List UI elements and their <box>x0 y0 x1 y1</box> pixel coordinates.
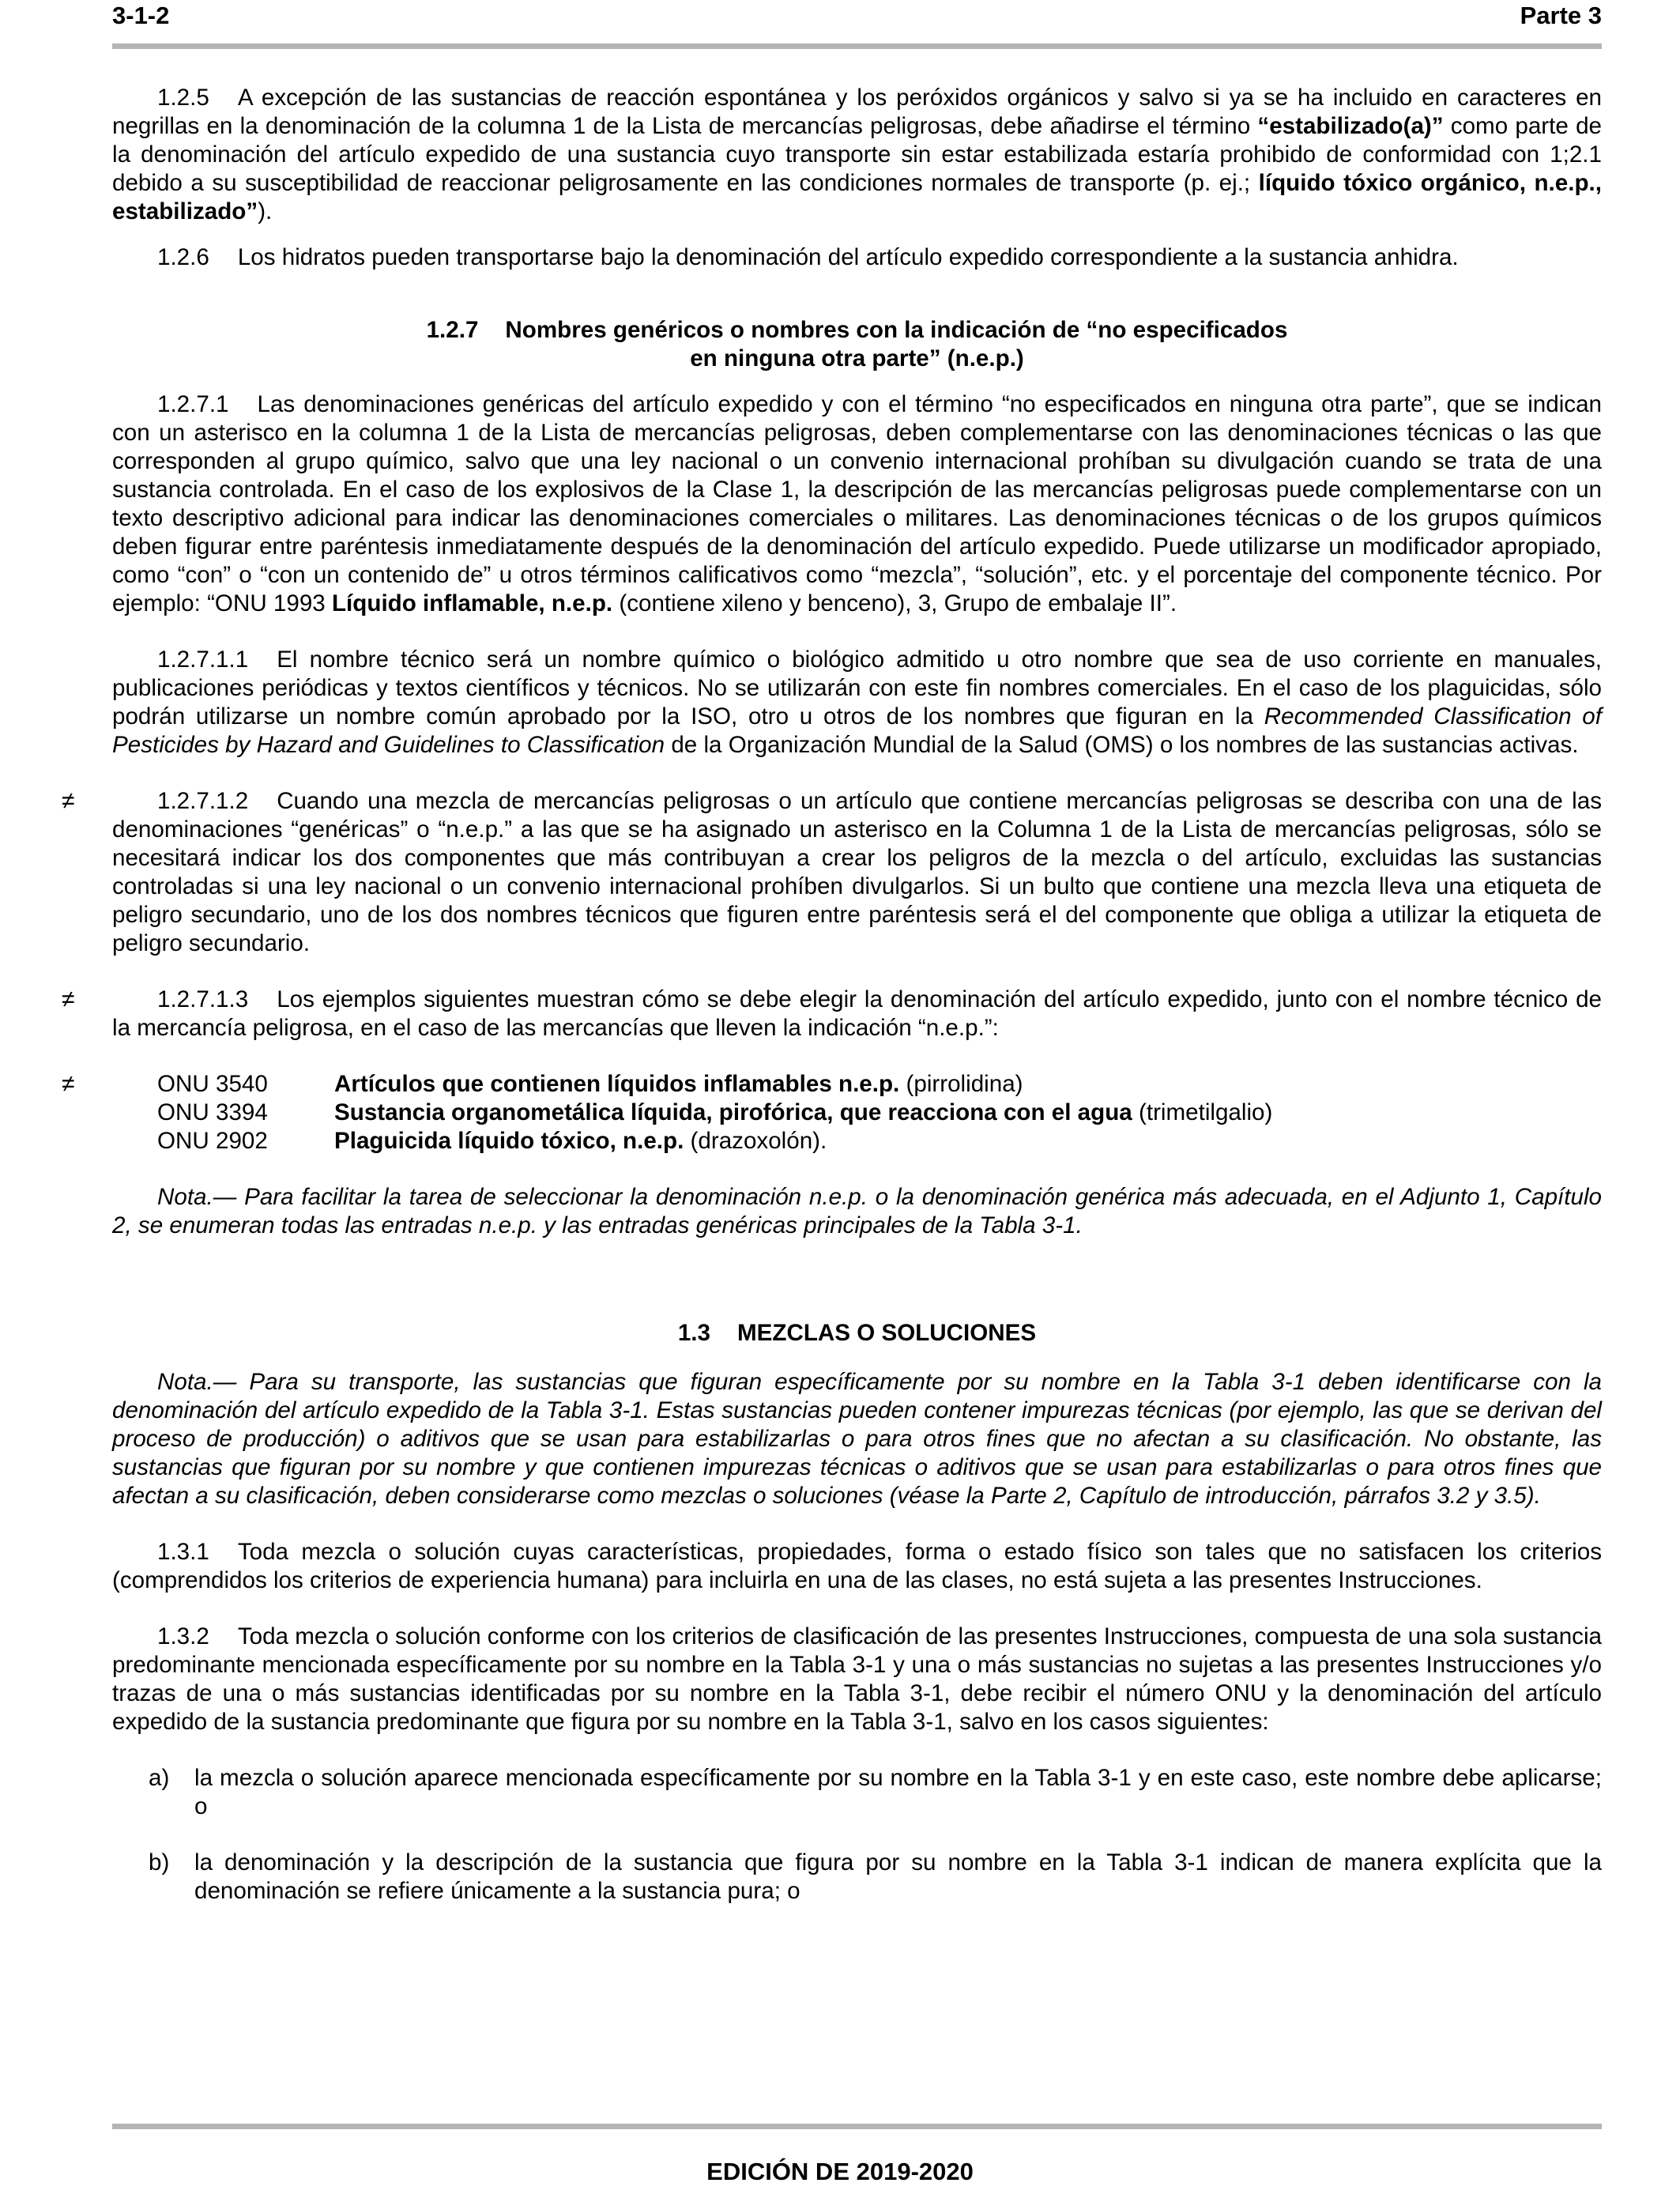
example-row: ONU 3540 Artículos que contienen líquidos inflamables n.e.p. (pirrolidina) <box>157 1071 1023 1097</box>
section-heading-1-3: 1.3 MEZCLAS O SOLUCIONES <box>677 1320 1037 1346</box>
paragraph-1-2-7-1-1: 1.2.7.1.1 El nombre técnico será un nombre químico o biológico admitido u otro nombre que sea de uso corriente en manuales, publicaciones periódicas y textos científicos y técnicos. No se utilizarán con este fin nombres comerciales. En el caso de los plaguicidas, sólo podrán utilizarse un nombre común aprobado por la ISO, otro u otros de los nombres que figuran en la Recommended Classification of Pesticides by Hazard and Guidelines to Classification de la Organización Mundial de la Salud (OMS) o los nombres de las sustancias activas. <box>112 647 1602 758</box>
change-mark-icon: ≠ <box>62 1071 75 1097</box>
footer-rule <box>112 2124 1602 2129</box>
paragraph-number: 1.2.5 <box>157 85 209 111</box>
edition-footer: EDICIÓN DE 2019-2020 <box>706 2158 974 2185</box>
note-lead: Nota.— <box>157 1184 237 1210</box>
list-item: b) la denominación y la descripción de la sustancia que figura por su nombre en la Tabla 3-1 indican de manera explícita que la denominación se refiere únicamente a la sustancia pura; o <box>149 1849 1602 1904</box>
change-mark-icon: ≠ <box>62 788 75 814</box>
document-body <box>62 84 1602 1906</box>
un-number: ONU 3540 <box>157 1071 268 1097</box>
un-number: ONU 2902 <box>157 1128 268 1154</box>
paragraph-number: 1.2.6 <box>157 244 209 270</box>
un-number: ONU 3394 <box>157 1099 268 1125</box>
paragraph-1-2-7-1-2: ≠ 1.2.7.1.2 Cuando una mezcla de mercancías peligrosas o un artículo que contiene mercancías peligrosas se describa con una de las denominaciones “genéricas” o “n.e.p.” a las que se ha asignado un asterisco en la Columna 1 de la Lista de mercancías peligrosas, sólo se necesitará indicar los dos componentes que más contribuyan a crear los peligros de la mezcla o del artículo, excluidas las sustancias controladas si una ley nacional o un convenio internacional prohíben divulgarlos. Si un bulto que contiene una mezcla lleva una etiqueta de peligro secundario, uno de los dos nombres técnicos que figuren entre paréntesis será el del componente que obliga a utilizar la etiqueta de peligro secundario. <box>62 788 1602 956</box>
paragraph-number: 1.3.1 <box>157 1539 209 1565</box>
example-row: ONU 2902 Plaguicida líquido tóxico, n.e.p. (drazoxolón). <box>157 1128 827 1154</box>
example-row: ONU 3394 Sustancia organometálica líquida, pirofórica, que reacciona con el agua (trimetilgalio) <box>157 1099 1273 1125</box>
page-number: 3-1-2 <box>112 2 170 29</box>
paragraph-number: 1.2.7.1 <box>157 391 229 417</box>
paragraph-1-2-7-1: 1.2.7.1 Las denominaciones genéricas del artículo expedido y con el término “no especificados en ninguna otra parte”, que se indican con un asterisco en la columna 1 de la Lista de mercancías peligrosas, deben complementarse con las denominaciones técnicas o las que corresponden al grupo químico, salvo que una ley nacional o un convenio internacional prohíban su divulgación cuando se trata de una sustancia controlada. En el caso de los explosivos de la Clase 1, la descripción de las mercancías peligrosas puede complementarse con un texto descriptivo adicional para indicar las denominaciones comerciales o militares. Las denominaciones técnicas o de los grupos químicos deben figurar entre paréntesis inmediatamente después de la denominación del artículo expedido. Puede utilizarse un modificador apropiado, como “con” o “con un contenido de” u otros términos calificativos como “mezcla”, “solución”, etc. y el porcentaje del componente técnico. Por ejemplo: “ONU 1993 Líquido inflamable, n.e.p. (contiene xileno y benceno), 3, Grupo de embalaje II”. <box>112 391 1602 616</box>
paragraph-1-2-7-1-3: ≠ 1.2.7.1.3 Los ejemplos siguientes muestran cómo se debe elegir la denominación del artículo expedido, junto con el nombre técnico de la mercancía peligrosa, en el caso de las mercancías que lleven la indicación “n.e.p.”: <box>62 986 1602 1041</box>
examples-list <box>62 1070 1602 1155</box>
part-label: Parte 3 <box>1520 2 1602 29</box>
list-label: b) <box>149 1849 170 1875</box>
paragraph-1-2-6: 1.2.6 Los hidratos pueden transportarse bajo la denominación del artículo expedido correspondiente a la sustancia anhidra. <box>157 244 1459 270</box>
list-label: a) <box>149 1765 170 1791</box>
paragraph-1-3-1: 1.3.1 Toda mezcla o solución cuyas características, propiedades, forma o estado físico son tales que no satisfacen los criterios (comprendidos los criterios de experiencia humana) para incluirla en una de las clases, no está sujeta a las presentes Instrucciones. <box>112 1539 1602 1593</box>
note-lead: Nota.— <box>157 1369 237 1395</box>
paragraph-1-2-5: 1.2.5 A excepción de las sustancias de reacción espontánea y los peróxidos orgánicos y salvo si ya se ha incluido en caracteres en negrillas en la denominación de la columna 1 de la Lista de mercancías peligrosas, debe añadirse el término “estabilizado(a)” como parte de la denominación del artículo expedido de una sustancia cuyo transporte sin estar estabilizada estaría prohibido de conformidad con 1;2.1 debido a su susceptibilidad de reaccionar peligrosamente en las condiciones normales de transporte (p. ej.; líquido tóxico orgánico, n.e.p., estabilizado”). <box>112 85 1602 224</box>
header-rule <box>112 43 1602 49</box>
paragraph-number: 1.2.7.1.2 <box>157 788 249 814</box>
paragraph-number: 1.2.7.1.3 <box>157 986 249 1012</box>
section-heading-1-2-7: 1.2.7 Nombres genéricos o nombres con la indicación de “no especificados en ninguna otra parte” (n.e.p.) <box>426 317 1288 371</box>
paragraph-number: 1.2.7.1.1 <box>157 647 249 673</box>
change-mark-icon: ≠ <box>62 986 75 1012</box>
list-item: a) la mezcla o solución aparece mencionada específicamente por su nombre en la Tabla 3-1 y en este caso, este nombre debe aplicarse; o <box>149 1765 1602 1819</box>
note-1: Nota.— Para facilitar la tarea de seleccionar la denominación n.e.p. o la denominación genérica más adecuada, en el Adjunto 1, Capítulo 2, se enumeran todas las entradas n.e.p. y las entradas genéricas principales de la Tabla 3-1. <box>112 1184 1602 1238</box>
paragraph-1-3-2: 1.3.2 Toda mezcla o solución conforme con los criterios de clasificación de las presentes Instrucciones, compuesta de una sola sustancia predominante mencionada específicamente por su nombre en la Tabla 3-1 y una o más sustancias no sujetas a las presentes Instrucciones y/o trazas de una o más sustancias identificadas por su nombre en la Tabla 3-1, debe recibir el número ONU y la denominación del artículo expedido de la sustancia predominante que figura por su nombre en la Tabla 3-1, salvo en los casos siguientes: <box>112 1623 1602 1735</box>
paragraph-number: 1.3.2 <box>157 1623 209 1649</box>
note-2: Nota.— Para su transporte, las sustancias que figuran específicamente por su nombre en la Tabla 3-1 deben identificarse con la denominación del artículo expedido de la Tabla 3-1. Estas sustancias pueden contener impurezas técnicas (por ejemplo, las que se derivan del proceso de producción) o aditivos que se usan para estabilizarlas o para otros fines que no afectan a su clasificación. No obstante, las sustancias que figuran por su nombre y que contienen impurezas técnicas o aditivos que se usan para estabilizarlas o para otros fines que afectan a su clasificación, deben considerarse como mezclas o soluciones (véase la Parte 2, Capítulo de introducción, párrafos 3.2 y 3.5). <box>112 1369 1602 1509</box>
